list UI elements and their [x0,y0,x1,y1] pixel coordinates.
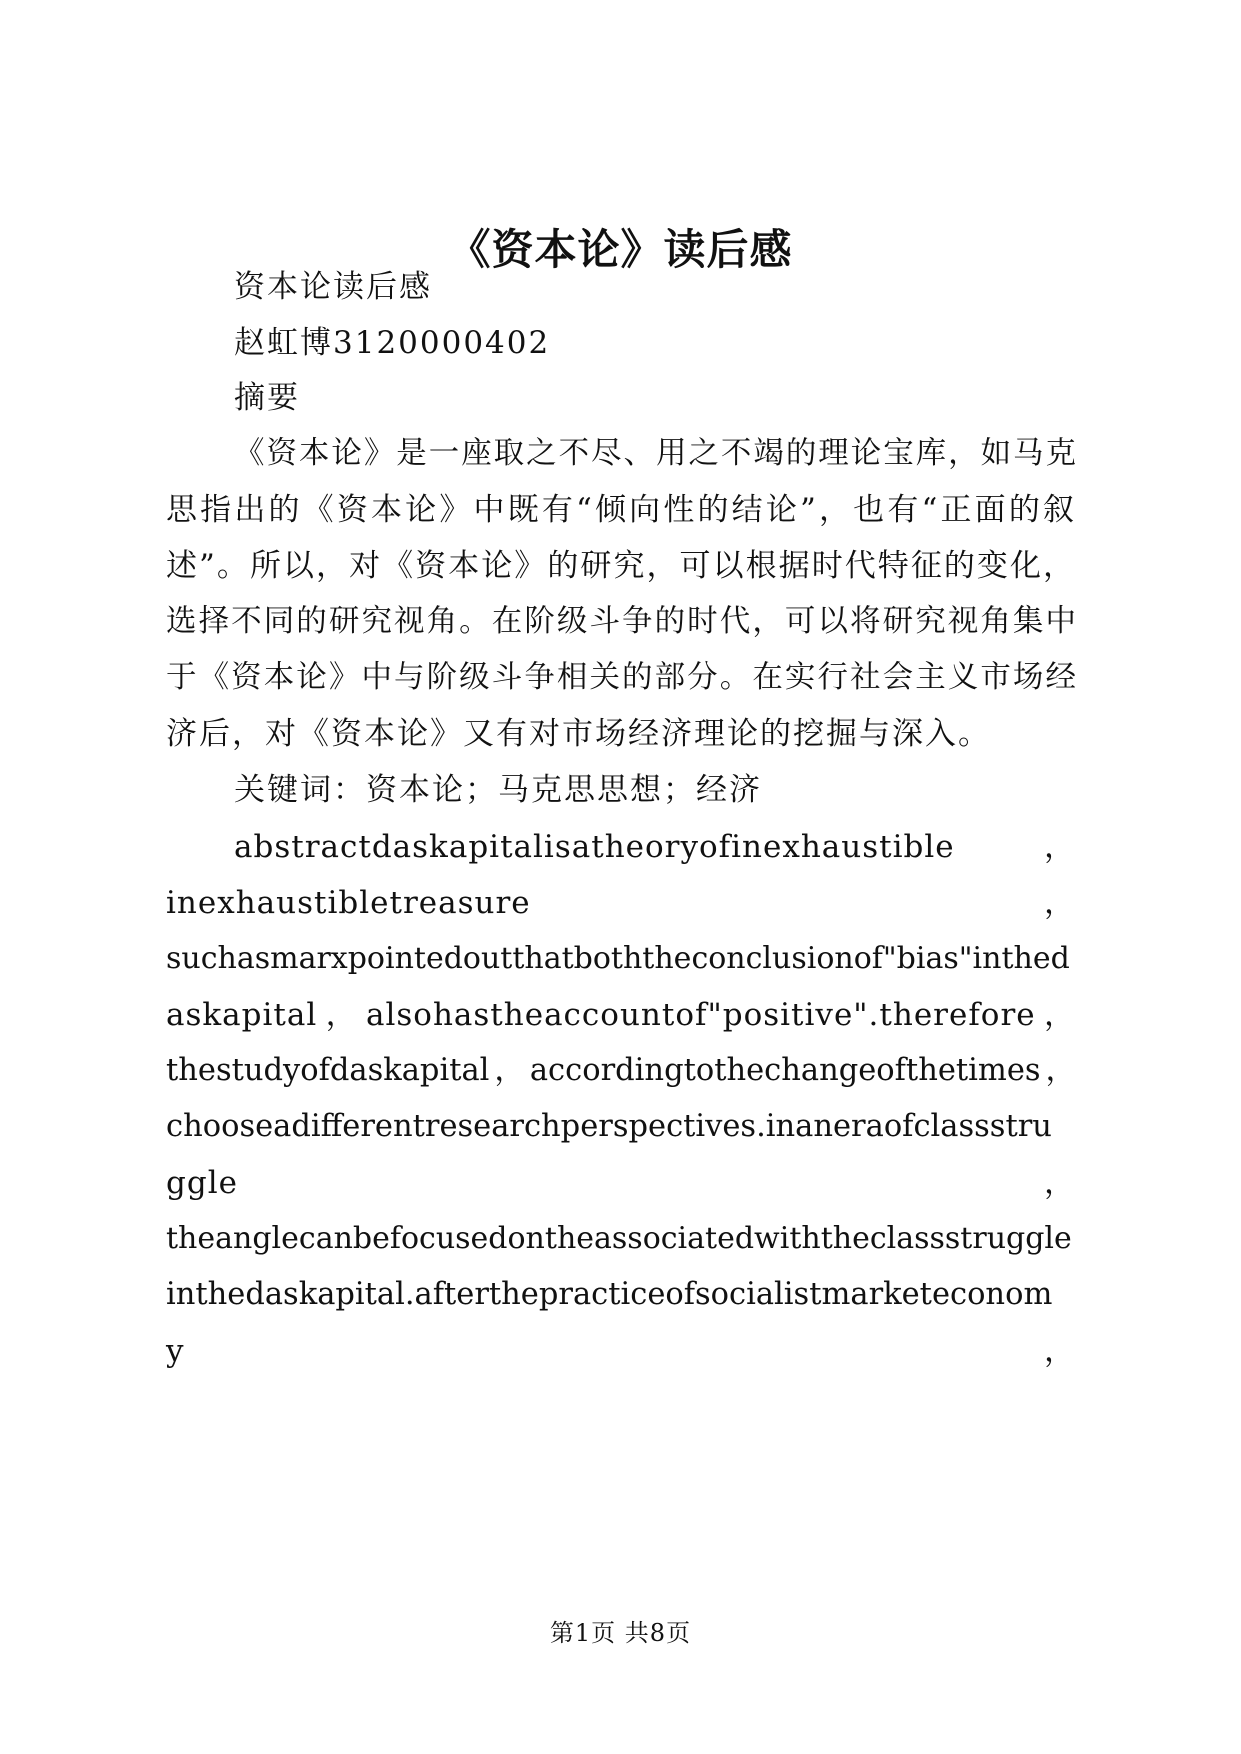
abstract-zh-line: 选择不同的研究视角。在阶级斗争的时代，可以将研究视角集中 [166,604,1076,639]
abstract-en-line: askapital，alsohastheaccountof"positive".therefore， [166,997,1076,1033]
subtitle-line: 资本论读后感 [234,269,432,305]
abstract-en-line: chooseadifferentresearchperspectives.inaneraofclassstru [166,1109,1052,1144]
abstract-en-trail: ， [1044,829,1076,865]
abstract-en-text: y [166,1333,185,1369]
abstract-heading: 摘要 [234,380,300,416]
abstract-en-line [166,1330,1076,1372]
abstract-zh-line: 《资本论》是一座取之不尽、用之不竭的理论宝库，如马克 [234,436,1076,471]
abstract-en-line [234,826,1076,868]
abstract-en-line: thestudyofdaskapital，accordingtothechangeofthetimes， [166,1053,1076,1088]
abstract-zh-line: 于《资本论》中与阶级斗争相关的部分。在实行社会主义市场经 [166,660,1076,695]
abstract-en-text: abstractdaskapitalisatheoryofinexhaustible [234,829,955,865]
abstract-en-text: ggle [166,1165,238,1201]
abstract-en-trail: ， [1044,885,1076,921]
abstract-en-text: inexhaustibletreasure [166,885,531,921]
author-line: 赵虹博3120000402 [234,325,551,361]
page-number-footer: 第1页 共8页 [549,1619,692,1647]
abstract-en-line [166,882,1076,924]
abstract-en-line: suchasmarxpointedoutthatboththeconclusionof"bias"inthed [166,941,1070,976]
abstract-en-line: theanglecanbefocusedontheassociatedwiththeclassstruggle [166,1221,1072,1256]
abstract-en-trail: ， [1044,1165,1076,1201]
abstract-zh-line: 述”。所以，对《资本论》的研究，可以根据时代特征的变化， [166,548,1076,584]
document-title: 《资本论》读后感 [448,225,793,274]
abstract-zh-line: 思指出的《资本论》中既有“倾向性的结论”，也有“正面的叙 [166,492,1076,528]
abstract-en-trail: ， [1044,1333,1076,1369]
abstract-en-line: inthedaskapital.afterthepracticeofsocialistmarketeconom [166,1277,1053,1312]
abstract-zh-line: 济后，对《资本论》又有对市场经济理论的挖掘与深入。 [166,716,991,752]
keywords-line: 关键词：资本论；马克思思想；经济 [234,772,762,808]
abstract-en-line [166,1162,1076,1204]
